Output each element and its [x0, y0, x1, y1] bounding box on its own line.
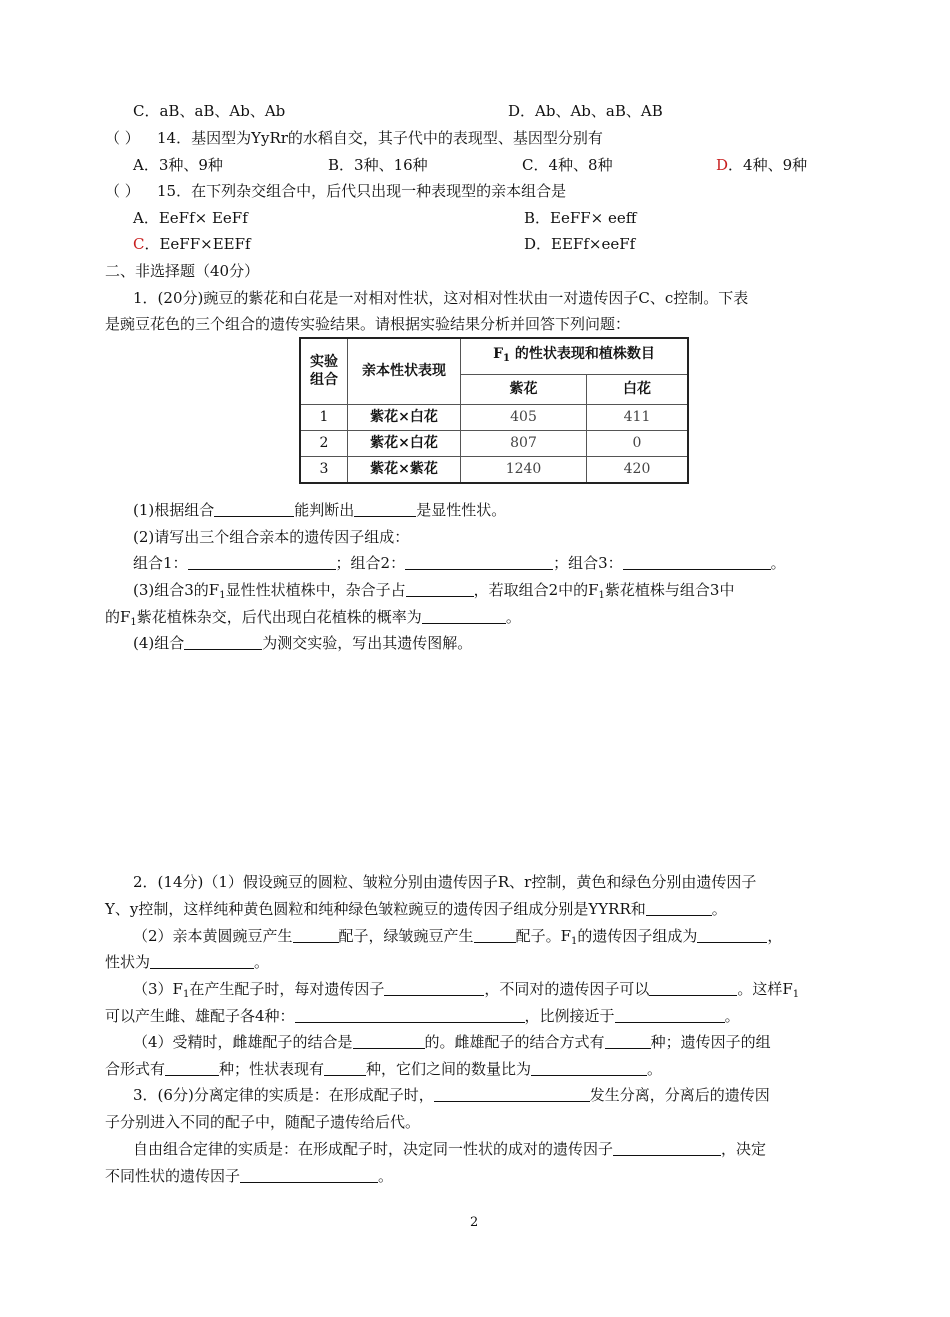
answer-blank[interactable]	[697, 928, 767, 943]
p2-line5: $(3)F_1$在产生配子时，每对遗传因子 ，不同对的遗传因子可以 。这样$F_1$	[133, 980, 800, 1000]
cell-purple: 405	[461, 404, 587, 430]
answer-blank[interactable]	[474, 928, 516, 943]
q15-option-c-letter: C	[133, 235, 145, 253]
answer-blank[interactable]	[324, 1061, 366, 1076]
cell-parent: 紫花×紫花	[348, 456, 461, 483]
p1-intro-line1: 1．(20分)豌豆的紫花和白花是一对相对性状，这对相对性状由一对遗传因子C、c控制。下表	[133, 289, 749, 307]
p1-intro-line2: 是豌豆花色的三个组合的遗传实验结果。请根据实验结果分析并回答下列问题：	[105, 315, 631, 333]
p2-line6: 可以产生雌、雄配子各4种： ，比例接近于 。	[105, 1007, 740, 1025]
answer-blank[interactable]	[649, 981, 737, 996]
q14-option-d-letter: D	[716, 156, 729, 174]
p1-sub2-groups: 组合1： ；组合2： ；组合3： 。	[133, 554, 786, 572]
p3-line2: 子分别进入不同的配子中，随配子遗传给后代。	[105, 1113, 421, 1131]
answer-blank[interactable]	[434, 1087, 590, 1102]
q14-option-c: C．4种、8种	[522, 156, 613, 174]
page-number: 2	[470, 1215, 479, 1230]
cell-parent: 紫花×白花	[348, 430, 461, 456]
p2-line4: 性状为 。	[105, 953, 270, 971]
answer-blank[interactable]	[354, 502, 416, 517]
answer-blank[interactable]	[188, 555, 336, 570]
answer-blank[interactable]	[613, 1141, 721, 1156]
q14-option-d	[716, 155, 807, 175]
p2-line3: （2）亲本黄圆豌豆产生 配子，绿皱豌豆产生 配子。$F_1$的遗传因子组成为 ，	[133, 927, 783, 947]
th-group: 实验 组合	[300, 338, 348, 404]
experiment-table	[299, 337, 689, 484]
cell-white: 411	[587, 404, 688, 430]
p3-line1: 3．(6分)分离定律的实质是：在形成配子时， 发生分离，分离后的遗传因	[133, 1086, 770, 1104]
q15-answer-paren: （ ）	[105, 182, 140, 200]
cell-purple: 807	[461, 430, 587, 456]
p3-line4: 不同性状的遗传因子 。	[105, 1167, 394, 1185]
q13-option-d: D．Ab、Ab、aB、AB	[508, 102, 663, 120]
cell-purple: 1240	[461, 456, 587, 483]
p3-line3: 自由组合定律的实质是：在形成配子时，决定同一性状的成对的遗传因子 ，决定	[133, 1140, 767, 1158]
q15-stem: 15．在下列杂交组合中，后代只出现一种表现型的亲本组合是	[157, 182, 567, 200]
section-title: 二、非选择题（40分）	[105, 262, 260, 280]
table-row	[300, 456, 688, 483]
cell-id: 2	[300, 430, 348, 456]
th-parent: 亲本性状表现	[348, 338, 461, 404]
q15-option-d: D．EEFf×eeFf	[524, 235, 636, 253]
q14-stem: 14．基因型为YyRr的水稻自交，其子代中的表现型、基因型分别有	[157, 129, 603, 147]
answer-blank[interactable]	[384, 981, 484, 996]
answer-blank[interactable]	[406, 582, 474, 597]
p1-sub2: (2)请写出三个组合亲本的遗传因子组成：	[133, 528, 410, 546]
answer-blank[interactable]	[295, 1008, 525, 1023]
p1-sub3-line1: (3)组合3的$F_1$显性性状植株中，杂合子占 ，若取组合2中的$F_1$紫花植株与组合3中	[133, 581, 735, 601]
p2-line7: （4）受精时，雌雄配子的结合是 的。雌雄配子的结合方式有 种；遗传因子的组	[133, 1033, 771, 1051]
answer-blank[interactable]	[293, 928, 339, 943]
p2-line2: Y、y控制，这样纯种黄色圆粒和纯种绿色皱粒豌豆的遗传因子组成分别是YYRR和 。	[105, 900, 727, 918]
answer-blank[interactable]	[531, 1061, 647, 1076]
answer-blank[interactable]	[615, 1008, 725, 1023]
p1-sub4: (4)组合 为测交实验，写出其遗传图解。	[133, 634, 473, 652]
answer-blank[interactable]	[623, 555, 771, 570]
p1-sub3-line2: 的$F_1$紫花植株杂交，后代出现白花植株的概率为 。	[105, 608, 521, 628]
th-purple: 紫花	[461, 374, 587, 404]
cell-white: 420	[587, 456, 688, 483]
p2-line1: 2．(14分)（1）假设豌豆的圆粒、皱粒分别由遗传因子R、r控制，黄色和绿色分别由遗传因子	[133, 873, 757, 891]
q14-option-b: B．3种、16种	[328, 156, 428, 174]
answer-blank[interactable]	[150, 954, 254, 969]
answer-blank[interactable]	[422, 609, 506, 624]
answer-blank[interactable]	[214, 502, 294, 517]
answer-blank[interactable]	[184, 635, 262, 650]
q15-option-b: B．EeFF× eeff	[524, 209, 637, 227]
q15-option-c-text: ．EeFF×EEFf	[144, 235, 251, 253]
cell-id: 3	[300, 456, 348, 483]
q14-answer-paren: （ ）	[105, 129, 140, 147]
p2-line8: 合形式有 种；性状表现有 种，它们之间的数量比为 。	[105, 1060, 663, 1078]
th-f1: $F_1$ 的性状表现和植株数目	[461, 338, 689, 374]
answer-blank[interactable]	[165, 1061, 219, 1076]
table-row	[300, 430, 688, 456]
p1-sub1: (1)根据组合 能判断出 是显性性状。	[133, 501, 507, 519]
answer-blank[interactable]	[605, 1034, 651, 1049]
cell-id: 1	[300, 404, 348, 430]
q15-option-c	[133, 234, 251, 254]
q14-option-a: A．3种、9种	[133, 156, 223, 174]
q14-option-d-text: ．4种、9种	[728, 156, 808, 174]
cell-white: 0	[587, 430, 688, 456]
cell-parent: 紫花×白花	[348, 404, 461, 430]
answer-blank[interactable]	[353, 1034, 425, 1049]
th-white: 白花	[587, 374, 688, 404]
answer-blank[interactable]	[646, 901, 712, 916]
answer-blank[interactable]	[405, 555, 553, 570]
answer-blank[interactable]	[240, 1168, 378, 1183]
q13-option-c: C．aB、aB、Ab、Ab	[133, 102, 286, 120]
q15-option-a: A．EeFf× EeFf	[133, 209, 248, 227]
table-row	[300, 404, 688, 430]
